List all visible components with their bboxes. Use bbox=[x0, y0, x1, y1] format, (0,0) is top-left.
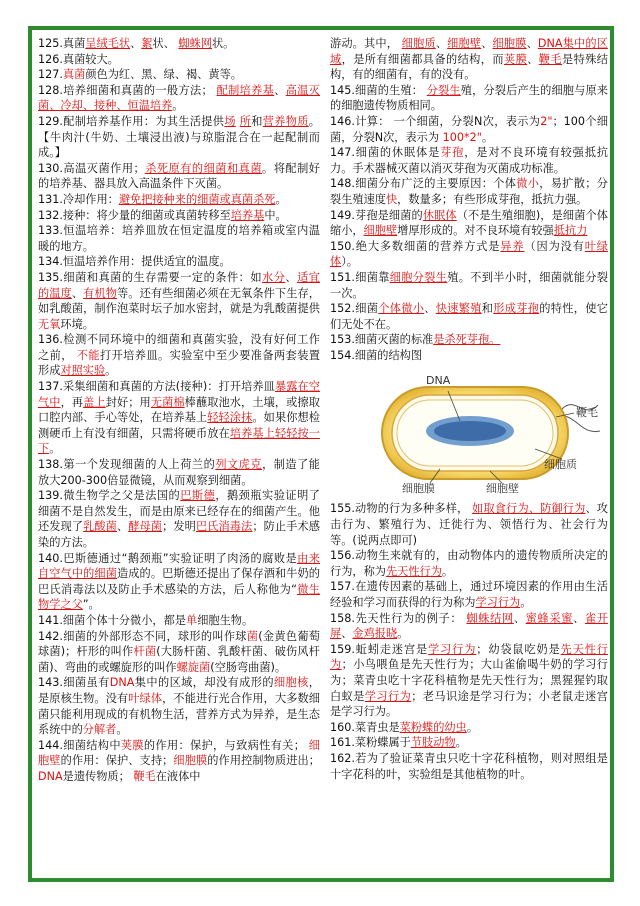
note-text: ；幼袋鼠吃奶是 bbox=[476, 642, 561, 656]
note-text: 的特性，使它们无处不在。 bbox=[330, 302, 608, 331]
note-i131 bbox=[38, 192, 320, 208]
highlight-text: 絮 bbox=[141, 37, 153, 50]
note-i161 bbox=[330, 735, 608, 751]
note-text: ；100个细菌，分裂N次，表示为 bbox=[330, 114, 609, 144]
note-i136 bbox=[38, 332, 320, 379]
note-i152 bbox=[330, 301, 608, 332]
label-dna: DNA bbox=[426, 374, 451, 388]
note-text: 。 bbox=[172, 99, 184, 113]
note-i151 bbox=[330, 270, 608, 301]
note-text: 、 bbox=[481, 37, 493, 50]
highlight-text: 分裂生 bbox=[426, 83, 461, 97]
highlight-text: 快 bbox=[385, 192, 398, 206]
highlight-text: 菌 bbox=[246, 629, 259, 643]
note-text: 、 bbox=[526, 37, 538, 50]
note-text: 增厚形成的。对不良环境有较强 bbox=[397, 224, 554, 238]
note-text: 是特殊结构，有的细菌有，有的没有。 bbox=[330, 52, 608, 82]
highlight-text: 学习行为 bbox=[428, 642, 477, 656]
note-i125 bbox=[38, 36, 320, 52]
note-text: 。 bbox=[105, 364, 117, 378]
note-i133 bbox=[38, 223, 320, 254]
highlight-text: 蜘蛛网 bbox=[178, 37, 212, 50]
note-text: 。将配制好的培养基、器具放入高温条件下灭菌。 bbox=[38, 161, 320, 191]
highlight-text: 异养 bbox=[500, 239, 525, 253]
note-text: 130.高温灭菌作用； bbox=[38, 161, 145, 175]
highlight-text: 轻轻涂抹 bbox=[207, 411, 253, 425]
highlight-text: DNA bbox=[109, 676, 135, 690]
highlight-text: 所 bbox=[239, 114, 252, 128]
highlight-text: 细胞分裂生 bbox=[389, 270, 448, 284]
note-text: ）。 bbox=[341, 255, 358, 269]
note-text: 、 bbox=[573, 611, 585, 625]
highlight-text: 真菌 bbox=[62, 68, 86, 82]
label-flagellum: 鞭毛 bbox=[576, 406, 598, 420]
highlight-text: 列文虎克 bbox=[215, 458, 263, 472]
highlight-text: 荚膜 bbox=[503, 52, 528, 66]
highlight-text: 杀死原有的细菌和真菌 bbox=[144, 161, 263, 175]
note-i157 bbox=[330, 579, 608, 610]
note-text: 、 bbox=[274, 83, 286, 97]
note-text: 126.真菌较大。 bbox=[38, 52, 119, 66]
note-text: （因为没有 bbox=[524, 239, 585, 253]
highlight-text: 巴氏消毒法 bbox=[195, 520, 253, 534]
note-i141 bbox=[38, 613, 320, 629]
note-text: 149.芽孢是细菌的 bbox=[330, 208, 423, 222]
right-column-top bbox=[330, 36, 608, 363]
note-text: 150.绝大多数细菌的营养方式是 bbox=[330, 239, 501, 253]
note-text: 。 bbox=[116, 723, 128, 737]
note-text: 142.细菌的外部形态不同，球形的叫作球 bbox=[38, 629, 247, 643]
highlight-text: 配制培养基 bbox=[216, 83, 275, 97]
note-i130 bbox=[38, 161, 320, 192]
note-i156 bbox=[330, 548, 608, 579]
note-text: 156.动物生来就有的，由动物体内的遗传物质所决定的行为，称为 bbox=[330, 549, 608, 578]
note-text: ，再 bbox=[60, 395, 84, 409]
note-i134 bbox=[38, 254, 320, 270]
note-text: 状。 bbox=[211, 37, 235, 50]
note-text: 152.细菌 bbox=[330, 302, 379, 316]
highlight-text: 菜粉蝶的幼虫 bbox=[399, 720, 467, 734]
note-text: 。 bbox=[441, 564, 454, 578]
note-text: 打开培养皿。实验室中至少要准备两套装置形成 bbox=[38, 348, 320, 378]
note-text: 棒蘸取池水，土壤，或擦取口腔内部、手心等处，在培养基上 bbox=[38, 395, 320, 425]
note-text: 。 bbox=[275, 192, 287, 206]
highlight-text: DNA集中的区域 bbox=[330, 37, 608, 66]
highlight-text: 巴斯德 bbox=[180, 489, 216, 503]
note-text: 的作用控制物质进出； bbox=[207, 754, 320, 768]
highlight-text: 单 bbox=[185, 613, 198, 627]
note-text: 的作用：保护，与致病性有关； bbox=[143, 738, 309, 752]
right-column bbox=[330, 36, 608, 782]
highlight-text: 乳酸菌 bbox=[83, 520, 117, 534]
note-text: 151.细菌靠 bbox=[330, 270, 390, 284]
highlight-text: 先天性行为 bbox=[330, 642, 608, 672]
note-text: 144.细菌结构中 bbox=[38, 738, 121, 752]
note-text: ；小鸟喂鱼是先天性行为；大山雀偷喝牛奶的学习行为；菜青虫吃十字花科植物是先天性行为；黑猩猩钓取白蚁是 bbox=[330, 658, 608, 703]
note-text: 的作用：保护、支持； bbox=[60, 754, 174, 768]
highlight-text: 盖上 bbox=[83, 395, 106, 409]
note-text: 。 bbox=[455, 736, 467, 750]
highlight-text: 雀开屏 bbox=[330, 611, 608, 641]
highlight-text: 无菌棉 bbox=[150, 395, 185, 409]
note-text: ，鹅颈瓶实验证明了细菌不是自然发生，而是由原来已经存在的细菌产生。他还发现了 bbox=[38, 489, 320, 534]
note-text: 132.接种：将少量的细菌或真菌转移至 bbox=[38, 208, 231, 222]
highlight-text: 100*2" bbox=[442, 130, 482, 144]
note-i138 bbox=[38, 457, 320, 488]
note-text: 160.菜青虫是 bbox=[330, 720, 400, 734]
note-text: ，是对不良环境有较强抵抗力。手术器械灭菌以消灭芽孢为灭菌成功标准。 bbox=[330, 146, 608, 175]
highlight-text: 无氧 bbox=[38, 317, 61, 331]
note-text: 146.计算： 一个细菌，分裂N次，表示为 bbox=[330, 114, 541, 128]
note-i158 bbox=[330, 611, 608, 642]
note-i159 bbox=[330, 642, 608, 720]
note-text: ；发明 bbox=[162, 520, 196, 534]
note-i150 bbox=[330, 239, 608, 270]
highlight-text: 有机物 bbox=[83, 286, 118, 300]
note-text: 138.第一个发现细菌的人上荷兰的 bbox=[38, 458, 216, 472]
note-text: 。【牛肉汁(牛奶、土壤浸出液)与琼脂混合在一起配制而成。】 bbox=[38, 114, 320, 160]
label-membrane: 细胞膜 bbox=[402, 482, 435, 496]
note-text: 158.先天性行为的例子： bbox=[330, 611, 467, 625]
highlight-text: 荚膜 bbox=[120, 738, 144, 752]
highlight-text: 细胞膜 bbox=[173, 754, 208, 768]
note-text: (空肠弯曲菌)。 bbox=[210, 660, 287, 674]
highlight-text: 鞭毛 bbox=[538, 52, 562, 66]
note-i142 bbox=[38, 629, 320, 676]
highlight-text: 形成芽孢 bbox=[493, 302, 540, 316]
note-text: 等。还有些细菌必须在无氧条件下生存，如乳酸菌，制作泡菜时坛子加水密封，就是为乳酸菌提供 bbox=[38, 286, 320, 316]
note-text: 137.采集细菌和真菌的方法(接种)：打开培养皿 bbox=[38, 380, 275, 394]
note-text: 、 bbox=[341, 627, 353, 641]
highlight-text: 节肢动物 bbox=[410, 736, 456, 750]
highlight-text: 螺旋菌 bbox=[176, 660, 211, 674]
note-text: ；防止手术感染的方法。 bbox=[38, 520, 320, 549]
note-text: 134.恒温培养作用：提供适宜的温度。 bbox=[38, 255, 231, 269]
right-column-bottom bbox=[330, 501, 608, 782]
note-text: 细胞生物。 bbox=[197, 613, 254, 627]
note-text: （不是生殖细胞)，是细菌个体缩小， bbox=[330, 208, 608, 238]
note-text: 在液体中 bbox=[155, 769, 201, 783]
highlight-text: 水分 bbox=[262, 270, 286, 284]
note-i143 bbox=[38, 675, 320, 737]
highlight-text: 学习行为 bbox=[364, 689, 412, 703]
note-i135 bbox=[38, 270, 320, 332]
note-text: 状、 bbox=[152, 37, 179, 50]
highlight-text: 暴露在空气中 bbox=[38, 380, 320, 409]
highlight-text: 金鸡报晓 bbox=[352, 627, 398, 641]
note-text: 131.冷却作用： bbox=[38, 192, 119, 206]
note-i127 bbox=[38, 67, 320, 83]
note-i144b bbox=[330, 36, 608, 83]
note-text: 造成的。巴斯德还提出了保存酒和牛奶的巴氏消毒法以及防止手术感染的方法，后人称他为“ bbox=[38, 567, 320, 596]
note-text: 集中的区域，却没有成形的 bbox=[134, 676, 274, 690]
highlight-text: 微小 bbox=[516, 177, 540, 191]
note-i144 bbox=[38, 738, 320, 785]
highlight-text: 由来自空气中的细菌 bbox=[38, 551, 320, 581]
highlight-text: 个体微小 bbox=[378, 302, 425, 316]
note-text: 、 bbox=[285, 270, 298, 284]
note-text: 颜色为红、黑、绿、褐、黄等。 bbox=[85, 68, 242, 82]
highlight-text: 快速繁殖 bbox=[435, 302, 482, 316]
note-text: 162.若为了验证菜青虫只吃十字花科植物，则对照组是十字花科的叶，实验组是其他植物的叶。 bbox=[330, 751, 608, 781]
highlight-text: 培养基 bbox=[230, 208, 265, 222]
highlight-text: 适宜的温度 bbox=[38, 270, 320, 300]
highlight-text: 避免把接种来的细菌或真菌杀死 bbox=[118, 192, 276, 206]
note-text: 127. bbox=[38, 68, 63, 82]
highlight-text: 不能 bbox=[76, 348, 100, 362]
note-text: ，数量多；有些形成芽孢，抵抗力强。 bbox=[397, 192, 588, 206]
note-text: 139.微生物学之父是法国的 bbox=[38, 489, 181, 503]
highlight-text: 叶绿体 bbox=[330, 239, 608, 269]
note-i162 bbox=[330, 751, 608, 782]
highlight-text: 细胞核 bbox=[273, 676, 309, 690]
note-text: 。 bbox=[49, 442, 61, 456]
left-column bbox=[38, 36, 320, 785]
note-text: 是遗传物质； bbox=[62, 769, 134, 783]
note-i148 bbox=[330, 176, 608, 207]
note-text: 140.巴斯德通过“鹅颈瓶”实验证明了肉汤的腐败是 bbox=[38, 551, 298, 565]
note-i139 bbox=[38, 488, 320, 550]
note-text: 环境。 bbox=[60, 317, 94, 331]
note-text: 154.细菌的结构图 bbox=[330, 348, 423, 362]
page-frame bbox=[28, 26, 614, 882]
note-text: 、 bbox=[527, 52, 539, 66]
note-text: (大肠杆菌、乳酸杆菌、破伤风杆菌)、弯曲的或螺旋形的叫作 bbox=[38, 645, 320, 674]
note-text: 133.恒温培养：培养皿放在恒定温度的培养箱或室内温暖的地方。 bbox=[38, 224, 320, 253]
note-text: ，是原核生物。没有 bbox=[38, 676, 320, 705]
note-text: 、 bbox=[435, 37, 448, 50]
bacteria-illustration bbox=[330, 365, 608, 497]
highlight-text: 营养物质 bbox=[262, 114, 309, 128]
highlight-text: 先天性行为 bbox=[385, 564, 442, 578]
highlight-text: 细胞壁 bbox=[38, 738, 320, 768]
note-text: 、 bbox=[116, 520, 129, 534]
note-text: ，易扩散；分裂生殖速度 bbox=[330, 177, 608, 206]
note-i154 bbox=[330, 348, 608, 364]
note-text: 殖。不到半小时，细菌就能分裂一次。 bbox=[330, 270, 608, 300]
highlight-text: 场 bbox=[224, 114, 236, 128]
note-i140 bbox=[38, 551, 320, 613]
note-text: 、 bbox=[513, 611, 526, 625]
highlight-text: 培养基上轻轻按一下 bbox=[38, 426, 320, 456]
note-text: 148.细菌分布广泛的主要原因：个体 bbox=[330, 177, 517, 191]
highlight-text: 蜜蜂采蜜 bbox=[525, 611, 574, 625]
note-text: ，制造了能放大200-300倍显微镜，从而观察到细菌。 bbox=[38, 458, 320, 487]
highlight-text: 呈绒毛状 bbox=[85, 37, 131, 50]
note-text: 殖，分裂后产生的细胞与原来的细胞遗传物质相同。 bbox=[330, 83, 608, 113]
note-text: 、攻击行为、繁殖行为、迁徙行为、领悟行为、社会行为等。(说两点即可) bbox=[330, 502, 608, 547]
note-text: 。 bbox=[466, 720, 479, 734]
highlight-text: 高温灭菌、冷却、接种、恒温培养 bbox=[38, 83, 320, 113]
note-text: ，是所有细菌都具备的结构，而 bbox=[341, 52, 504, 66]
note-i146 bbox=[330, 114, 608, 145]
highlight-text: 杆菌 bbox=[133, 645, 157, 659]
highlight-text: 对照实验 bbox=[60, 364, 106, 378]
note-text: 。如果你想检测硬币上有没有细菌，只需将硬币放在 bbox=[38, 411, 320, 440]
note-i149 bbox=[330, 208, 608, 239]
note-text: 161.菜粉蝶属于 bbox=[330, 736, 411, 750]
highlight-text: 酵母菌 bbox=[128, 520, 163, 534]
note-i129 bbox=[38, 114, 320, 161]
label-wall: 细胞壁 bbox=[486, 482, 519, 496]
note-text: 153.细菌灭菌的标准 bbox=[330, 333, 434, 347]
note-text: 143.细菌虽有 bbox=[38, 676, 110, 690]
note-text: 136.检测不同环境中的细菌和真菌实验，没有好何工作之前， bbox=[38, 333, 320, 362]
note-text: 、 bbox=[424, 302, 436, 316]
note-text: 和 bbox=[481, 302, 494, 316]
highlight-text: 细胞膜 bbox=[492, 37, 527, 50]
note-text: 中。 bbox=[264, 208, 287, 222]
note-i145 bbox=[330, 83, 608, 114]
note-text: 155.动物的行为多种多样， bbox=[330, 502, 473, 516]
note-text: 游动。其中， bbox=[330, 37, 402, 50]
highlight-text: 叶绿体 bbox=[128, 691, 163, 705]
note-text: 145.细菌的生殖： bbox=[330, 83, 427, 97]
note-text: 147.细菌的休眠体是 bbox=[330, 146, 441, 160]
highlight-text: 休眠体 bbox=[422, 208, 457, 222]
note-text: ”。 bbox=[82, 598, 100, 612]
highlight-text: 细胞壁 bbox=[447, 37, 482, 50]
note-i153 bbox=[330, 332, 608, 348]
note-text: 159.蚯蚓走迷宫是 bbox=[330, 642, 429, 656]
note-text: 135.细菌和真菌的生存需要一定的条件：如 bbox=[38, 270, 263, 284]
note-text: (金黄色葡萄球菌)；杆形的叫作 bbox=[38, 629, 320, 659]
highlight-text: 细胞壁 bbox=[363, 224, 398, 238]
highlight-text: 是杀死芽孢。 bbox=[433, 333, 501, 347]
highlight-text: 分解者 bbox=[82, 723, 117, 737]
note-i132 bbox=[38, 208, 320, 224]
note-text: ；老马识途是学习行为；小老鼠走迷宫是学习行为。 bbox=[330, 689, 608, 719]
note-text: 。 bbox=[520, 596, 532, 610]
label-cytoplasm: 细胞质 bbox=[544, 458, 577, 472]
note-text: ，不能进行光合作用，大多数细菌只能利用现成的有机物生活，营养方式为异养，是生态系统中的 bbox=[38, 691, 320, 737]
highlight-text: DNA bbox=[38, 769, 63, 783]
note-text: 和 bbox=[251, 114, 263, 128]
note-text: 157.在遗传因素的基础上，通过环境因素的作用由生活经验和学习而获得的行为称为 bbox=[330, 580, 608, 610]
note-text: 128.培养细菌和真菌的一般方法； bbox=[38, 83, 217, 97]
note-text: 、 bbox=[130, 37, 142, 50]
note-i126 bbox=[38, 52, 320, 68]
highlight-text: 抵抗力 bbox=[553, 224, 588, 238]
bacteria-structure-diagram bbox=[330, 365, 608, 497]
note-i147 bbox=[330, 145, 608, 176]
highlight-text: 微生物学之父 bbox=[38, 582, 320, 612]
note-text: 、 bbox=[71, 286, 84, 300]
highlight-text: 学习行为 bbox=[475, 596, 521, 610]
note-text: 141.细菌个体十分微小，都是 bbox=[38, 613, 186, 627]
highlight-text: 芽孢 bbox=[440, 146, 465, 160]
highlight-text: 鞭毛 bbox=[133, 769, 156, 783]
note-text: 129.配制培养基作用：为其生活提供 bbox=[38, 114, 225, 128]
highlight-text: 如取食行为、防御行为 bbox=[472, 502, 586, 516]
note-text: 封好；用 bbox=[105, 395, 151, 409]
note-i155 bbox=[330, 501, 608, 548]
note-text: 。 bbox=[481, 130, 494, 144]
highlight-text: 细胞质 bbox=[401, 37, 436, 50]
note-i160 bbox=[330, 720, 608, 736]
note-i137 bbox=[38, 379, 320, 457]
note-i128 bbox=[38, 83, 320, 114]
highlight-text: 蜘蛛结网 bbox=[466, 611, 514, 625]
highlight-text: 2" bbox=[540, 114, 553, 128]
note-text: 125.真菌 bbox=[38, 37, 86, 50]
note-text: 。 bbox=[397, 627, 409, 641]
